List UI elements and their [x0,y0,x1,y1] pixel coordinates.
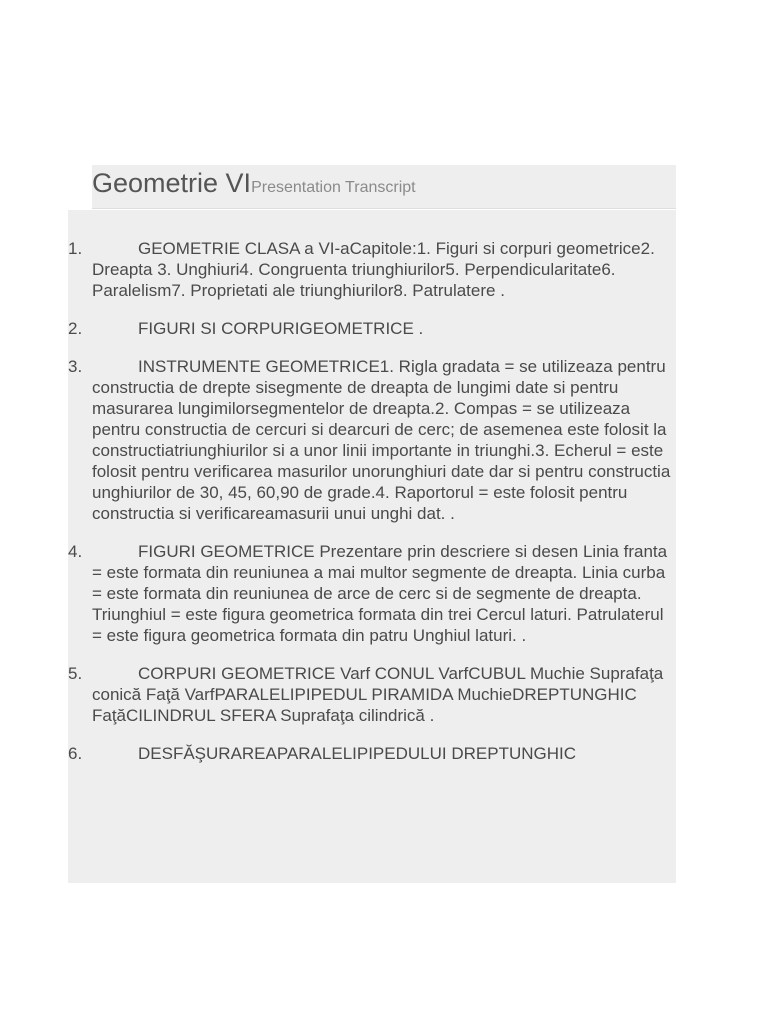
document-title: Geometrie VI [92,168,252,198]
slide-number: 6. [68,744,83,763]
slide-text: GEOMETRIE CLASA a VI-aCapitole:1. Figuri si corpuri geometrice2. Dreapta 3. Unghiuri4. Congruenta triunghiurilor5. Perpendicularitate6. Paralelism7. Proprietati ale triunghiurilor8. Patrulatere . [92,239,655,300]
slide-text: CORPURI GEOMETRICE Varf CONUL VarfCUBUL Muchie Suprafaţa conică Faţă VarfPARALELIPIPEDUL PIRAMIDA MuchieDREPTUNGHIC FaţăCILINDRUL SFERA Suprafaţa cilindrică . [92,664,664,725]
slide-number: 5. [68,664,83,683]
slide-item-4 [68,541,676,646]
slide-item-6 [68,743,676,764]
slide-number: 4. [68,542,83,561]
slide-number: 1. [68,239,83,258]
transcript-content [68,210,676,883]
slide-text: FIGURI GEOMETRICE Prezentare prin descriere si desen Linia franta = este formata din reuniunea a mai multor segmente de dreapta. Linia curba = este formata din reuniunea de arce de cerc si de segmente de dreapta. Triunghiul = este figura geometrica formata din trei Cercul laturi. Patrulaterul = este figura geometrica formata din patru Unghiul laturi. . [92,542,668,645]
slide-list [68,210,676,764]
slide-item-3 [68,356,676,524]
slide-item-1 [68,238,676,301]
document-header [92,165,676,209]
slide-text: FIGURI SI CORPURIGEOMETRICE . [138,319,424,338]
document-subtitle: Presentation Transcript [251,179,416,196]
document-title-line [92,167,416,204]
slide-number: 2. [68,319,83,338]
slide-item-2 [68,318,676,339]
slide-text: DESFĂŞURAREAPARALELIPIPEDULUI DREPTUNGHIC [138,744,577,763]
slide-item-5 [68,663,676,726]
slide-text: INSTRUMENTE GEOMETRICE1. Rigla gradata = se utilizeaza pentru constructia de drepte sisegmente de dreapta de lungimi date si pentru masurarea lungimilorsegmentelor de dreapta.2. Compas = se utilizeaza pentru constructia de cercuri si dearcuri de cerc; de asemenea este folosit la constructiatriunghiurilor si a unor linii importante in triunghi.3. Echerul = este folosit pentru verificarea masurilor unorunghiuri date dar si pentru constructia unghiurilor de 30, 45, 60,90 de grade.4. Raportorul = este folosit pentru constructia si verificareamasurii unui unghi dat. . [92,357,671,523]
slide-number: 3. [68,357,83,376]
